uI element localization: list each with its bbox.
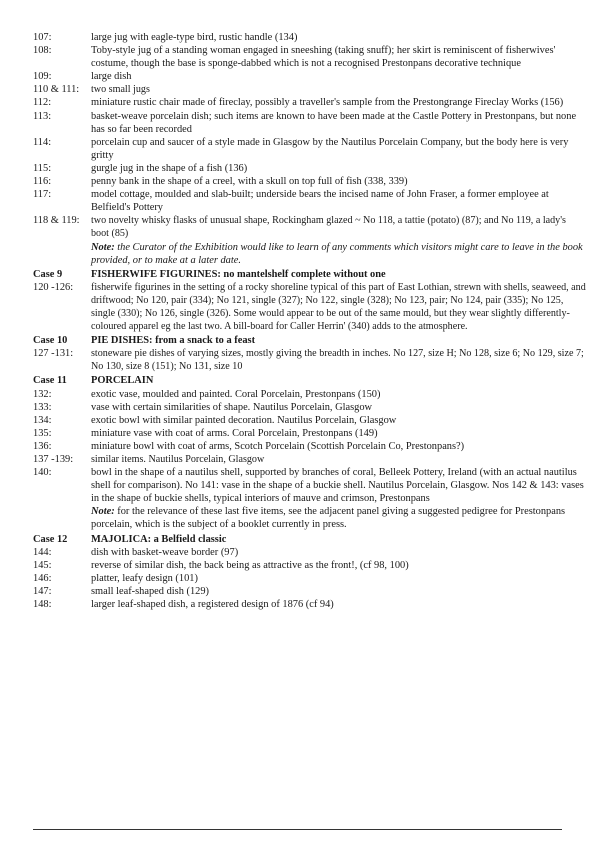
item-number: 135: — [33, 427, 52, 439]
item-number: 133: — [33, 401, 52, 413]
catalogue-entry — [33, 96, 588, 109]
item-number: 140: — [33, 467, 52, 479]
catalogue-entry — [33, 347, 588, 373]
item-description: porcelain cup and saucer of a style made in Glasgow by the Nautilus Porcelain Company, but the body here is very gritty — [91, 136, 569, 161]
case-heading — [33, 268, 588, 281]
case-number: Case 10 — [33, 335, 68, 347]
catalogue-entry — [33, 572, 588, 585]
item-description: model cottage, moulded and slab-built; underside bears the incised name of John Fraser, a former employee at Belfield's Pottery — [91, 189, 549, 214]
bottom-rule — [33, 829, 562, 830]
catalogue-entry — [33, 70, 588, 83]
case-heading — [33, 533, 588, 546]
item-description: bowl in the shape of a nautilus shell, supported by branches of coral, Belleek Pottery, Ireland (with an actual nautilus shell for comparison). No 141: vase in the shape of a buckie shell. Nautilus Porcelain, Glasgow. Nos 142 & 143: vases in the shape of buckie shells, typical interiors of mauve and crimson, Prestonpans — [91, 467, 584, 505]
catalogue-entry — [33, 162, 588, 175]
item-description: basket-weave porcelain dish; such items are known to have been made at the Castle Pottery in Prestonpans, but none has so far been recorded — [91, 110, 577, 135]
case-heading — [33, 334, 588, 347]
item-description: two small jugs — [91, 84, 150, 96]
note-text: Note: the Curator of the Exhibition would like to learn of any comments which visitors might care to leave in the book provided, or to make at a later date. — [91, 241, 583, 266]
note-lead: Note: — [91, 241, 115, 253]
note — [33, 241, 588, 267]
catalogue-entry — [33, 466, 588, 505]
item-number: 144: — [33, 546, 52, 558]
item-number: 110 & 111: — [33, 84, 80, 96]
catalogue-entry — [33, 440, 588, 453]
item-number: 117: — [33, 189, 52, 201]
item-description: vase with certain similarities of shape. Nautilus Porcelain, Glasgow — [91, 401, 373, 413]
item-description: dish with basket-weave border (97) — [91, 546, 239, 558]
catalogue-entry — [33, 453, 588, 466]
note-text: Note: for the relevance of these last five items, see the adjacent panel giving a suggested pedigree for Prestonpans porcelain, which is the subject of a booklet currently in press. — [91, 506, 566, 531]
case-number: Case 9 — [33, 268, 63, 280]
item-number: 113: — [33, 110, 52, 122]
item-number: 145: — [33, 559, 52, 571]
catalogue-entry — [33, 44, 588, 70]
item-description: Toby-style jug of a standing woman engaged in sneeshing (taking snuff); her skirt is reminiscent of fisherwives' costume, though the base is sponge-dabbed which is not a recognised Prestonpans decorative technique — [91, 45, 556, 70]
item-description: reverse of similar dish, the back being as attractive as the front!, (cf 98, 100) — [91, 559, 409, 571]
item-number: 132: — [33, 388, 52, 400]
catalogue-entry — [33, 427, 588, 440]
item-description: fisherwife figurines in the setting of a rocky shoreline typical of this part of East Lothian, strewn with shells, seaweed, and driftwood; No 120, pair (334); No 121, single (327); No 122, single (328); No 123, pair; No 124, pair (335); No 125, single (330); No 126, single (326). Some would appear to be out of the same mould, but they wear slightly differently-coloured apparel eg the last two. A bill-board for Caller Herrin' (340) adds to the atmosphere. — [91, 281, 586, 333]
item-number: 120 -126: — [33, 281, 74, 293]
note-spacer — [33, 241, 91, 267]
item-description: miniature bowl with coat of arms, Scotch Porcelain (Scottish Porcelain Co, Prestonpans?) — [91, 440, 465, 452]
case-title: PIE DISHES: from a snack to a feast — [91, 335, 256, 347]
item-number: 147: — [33, 585, 52, 597]
item-description: similar items. Nautilus Porcelain, Glasgow — [91, 454, 265, 465]
note — [33, 505, 588, 531]
item-description: large jug with eagle-type bird, rustic handle (134) — [91, 32, 298, 43]
item-number: 115: — [33, 162, 52, 174]
item-description: miniature vase with coat of arms. Coral Porcelain, Prestonpans (149) — [91, 427, 378, 439]
catalogue-entry — [33, 559, 588, 572]
item-number: 108: — [33, 45, 52, 57]
case-title: FISHERWIFE FIGURINES: no mantelshelf complete without one — [91, 268, 386, 280]
item-description: larger leaf-shaped dish, a registered design of 1876 (cf 94) — [91, 599, 334, 611]
item-number: 146: — [33, 572, 52, 584]
catalogue-entry — [33, 214, 588, 240]
case-heading — [33, 374, 588, 387]
item-number: 112: — [33, 97, 52, 109]
item-description: exotic bowl with similar painted decoration. Nautilus Porcelain, Glasgow — [91, 414, 397, 426]
catalogue-entry — [33, 414, 588, 427]
catalogue-entry — [33, 188, 588, 214]
catalogue-entry — [33, 110, 588, 136]
item-number: 118 & 119: — [33, 215, 80, 227]
item-number: 114: — [33, 136, 52, 148]
catalogue-entry — [33, 136, 588, 162]
case-title: MAJOLICA: a Belfield classic — [91, 533, 227, 545]
case-title: PORCELAIN — [91, 375, 154, 387]
item-number: 107: — [33, 32, 52, 43]
catalogue-entry — [33, 388, 588, 401]
item-description: exotic vase, moulded and painted. Coral Porcelain, Prestonpans (150) — [91, 388, 381, 400]
item-description: gurgle jug in the shape of a fish (136) — [91, 162, 248, 174]
item-number: 148: — [33, 599, 52, 611]
catalogue-entry — [33, 175, 588, 188]
catalogue-list — [33, 31, 588, 611]
case-number: Case 11 — [33, 375, 67, 387]
item-number: 136: — [33, 440, 52, 452]
item-description: small leaf-shaped dish (129) — [91, 585, 210, 597]
item-description: platter, leafy design (101) — [91, 572, 198, 584]
item-description: miniature rustic chair made of fireclay, possibly a traveller's sample from the Prestongrange Fireclay Works (156) — [91, 97, 564, 109]
catalogue-entry — [33, 31, 588, 44]
case-number: Case 12 — [33, 533, 68, 545]
item-number: 109: — [33, 71, 52, 83]
item-description: two novelty whisky flasks of unusual shape, Rockingham glazed ~ No 118, a tattie (potato) (87); and No 119, a lady's boot (85) — [91, 215, 566, 240]
catalogue-entry — [33, 83, 588, 96]
catalogue-entry — [33, 546, 588, 559]
item-number: 127 -131: — [33, 348, 74, 360]
catalogue-entry — [33, 401, 588, 414]
item-description: penny bank in the shape of a creel, with a skull on top full of fish (338, 339) — [91, 176, 408, 188]
catalogue-entry — [33, 585, 588, 598]
note-lead: Note: — [91, 506, 115, 518]
catalogue-entry — [33, 281, 588, 333]
item-description: large dish — [91, 71, 132, 83]
item-number: 134: — [33, 414, 52, 426]
item-number: 116: — [33, 176, 52, 188]
item-number: 137 -139: — [33, 454, 74, 465]
catalogue-entry — [33, 598, 588, 611]
note-spacer — [33, 505, 91, 531]
item-description: stoneware pie dishes of varying sizes, mostly giving the breadth in inches. No 127, size H; No 128, size 6; No 129, size 7; No 130, size 8 (151); No 131, size 10 — [91, 348, 584, 373]
